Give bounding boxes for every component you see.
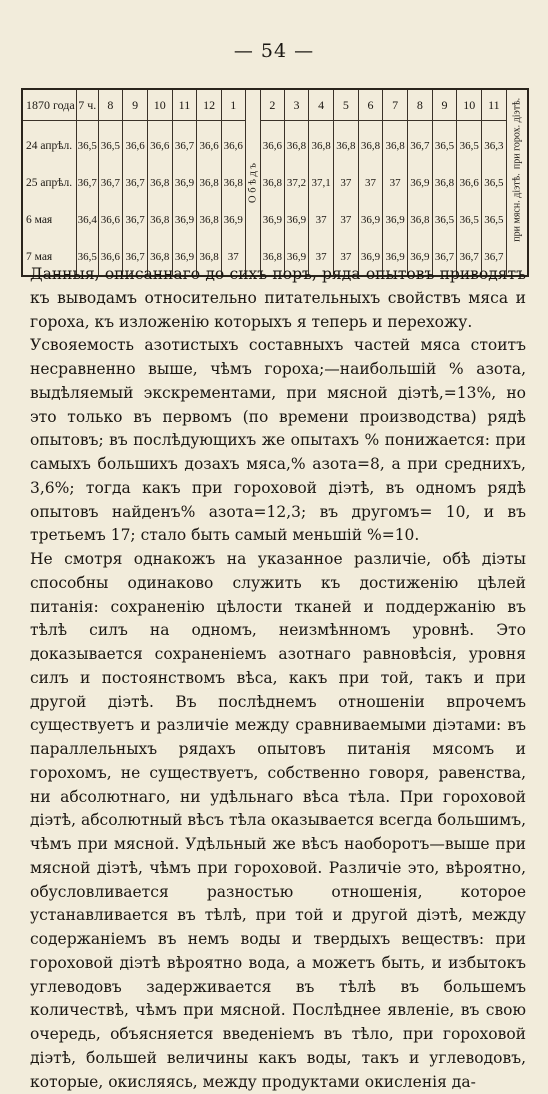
temperature-cell: 36,8 xyxy=(432,164,457,201)
temperature-cell: 36,7 xyxy=(123,238,148,276)
temperature-cell: 36,8 xyxy=(147,238,172,276)
temperature-cell: 36,9 xyxy=(172,164,197,201)
hour-cell: 8 xyxy=(408,89,433,121)
temperature-cell: 36,9 xyxy=(172,201,197,238)
meat-diet-label: при мясн. діэтѣ. xyxy=(511,173,523,242)
temperature-cell: 36,9 xyxy=(358,238,383,276)
temperature-cell: 36,7 xyxy=(98,164,123,201)
temperature-cell: 36,6 xyxy=(197,121,222,165)
row-date-label: 6 мая xyxy=(22,201,77,238)
paragraph: Не смотря однакожъ на указанное различіе, обѣ діэты способны одинаково служить къ достиженію цѣлей питанія: сохраненію цѣлости тканей и поддержанію въ тѣлѣ силъ на одномъ, неизмѣнномъ уровнѣ. Это доказывается сохраненіемъ азотнаго равновѣсія, уровня силъ и постоянствомъ вѣса, какъ при той, такъ и при другой діэтѣ. Въ послѣднемъ отношеніи впрочемъ существуетъ и различіе между сравниваемыми діэтами: въ параллельныхъ рядахъ опытовъ питанія мясомъ и горохомъ, не существуетъ, собственно говоря, равенства, ни абсолютнаго, ни удѣльнаго вѣса тѣла. При гороховой діэтѣ, абсолютный вѣсъ тѣла оказывается всегда большимъ, чѣмъ при мясной. Удѣльный же вѣсъ наоборотъ—выше при мясной діэтѣ, чѣмъ при гороховой. Различіе это, вѣроятно, обусловливается разностью отношенія, которое устанавливается въ тѣлѣ, при той и другой діэтѣ, между содержаніемъ въ немъ воды и твердыхъ веществъ: при гороховой діэтѣ вѣроятно вода, а можетъ быть, и избытокъ углеводовъ задерживается въ тѣлѣ въ большемъ количествѣ, чѣмъ при мясной. Послѣднее явленіе, въ свою очередь, объясняется введеніемъ въ тѣло, при гороховой діэтѣ, большей величины какъ воды, такъ и углеводовъ, которые, окисляясь, между продуктами окисленія да- xyxy=(30,550,526,1091)
hour-cell: 3 xyxy=(284,89,309,121)
temperature-cell: 36,5 xyxy=(432,201,457,238)
table-header-row xyxy=(22,89,528,121)
temperature-cell: 37,2 xyxy=(284,164,309,201)
temperature-cell: 36,8 xyxy=(197,201,222,238)
temperature-cell: 36,6 xyxy=(98,201,123,238)
temperature-cell: 36,7 xyxy=(408,121,433,165)
temperature-cell: 36,6 xyxy=(457,164,482,201)
hour-cell: 7 xyxy=(383,89,408,121)
temperature-cell: 36,8 xyxy=(261,164,285,201)
temperature-cell: 36,6 xyxy=(261,121,285,165)
temperature-cell: 36,5 xyxy=(482,164,507,201)
temperature-cell: 36,9 xyxy=(408,164,433,201)
temperature-cell: 36,8 xyxy=(261,238,285,276)
temperature-cell: 36,8 xyxy=(147,201,172,238)
temperature-cell: 36,6 xyxy=(98,238,123,276)
table-row xyxy=(22,164,528,201)
temperature-cell: 36,9 xyxy=(172,238,197,276)
temperature-cell: 36,9 xyxy=(358,201,383,238)
hour-cell: 2 xyxy=(261,89,285,121)
hour-cell: 10 xyxy=(457,89,482,121)
temperature-cell: 37 xyxy=(358,164,383,201)
temperature-cell: 37,1 xyxy=(309,164,334,201)
meal-label: О б ѣ д ъ xyxy=(247,162,259,203)
temperature-cell: 37 xyxy=(221,238,245,276)
pea-diet-label: при горох. діэтѣ. xyxy=(511,97,523,170)
temperature-cell: 36,7 xyxy=(123,201,148,238)
temperature-cell: 37 xyxy=(383,164,408,201)
temperature-cell: 36,4 xyxy=(77,201,99,238)
temperature-cell: 36,8 xyxy=(408,201,433,238)
temperature-cell: 36,9 xyxy=(383,238,408,276)
temperature-cell: 37 xyxy=(309,238,334,276)
temperature-cell: 36,6 xyxy=(123,121,148,165)
temperature-cell: 36,8 xyxy=(383,121,408,165)
row-date-label: 24 апрѣл. xyxy=(22,121,77,165)
temperature-cell: 37 xyxy=(309,201,334,238)
hour-cell: 1 xyxy=(221,89,245,121)
temperature-cell: 36,8 xyxy=(147,164,172,201)
hour-cell: 11 xyxy=(482,89,507,121)
paragraph: Усвояемость азотистыхъ составныхъ частей мяса стоитъ несравненно выше, чѣмъ гороха;—наибольшій % азота, выдѣляемый экскрементами, при мясной діэтѣ,=13%, но это только въ первомъ (по времени производства) рядѣ опытовъ; въ послѣдующихъ же опытахъ % понижается: при самыхъ большихъ дозахъ мяса,% азота=8, а при среднихъ, 3,6%; тогда какъ при гороховой діэтѣ, въ одномъ рядѣ опытовъ найденъ% азота=12,3; въ другомъ= 10, и въ третьемъ 17; стало быть самый меньшій %=10. xyxy=(30,336,526,545)
temperature-cell: 37 xyxy=(334,164,359,201)
temperature-cell: 36,6 xyxy=(221,121,245,165)
diet-side-column xyxy=(506,89,528,276)
temperature-cell: 36,7 xyxy=(482,238,507,276)
hour-header: 7 ч. xyxy=(77,89,99,121)
hour-cell: 4 xyxy=(309,89,334,121)
temperature-cell: 36,3 xyxy=(482,121,507,165)
temperature-cell: 36,8 xyxy=(334,121,359,165)
temperature-cell: 36,8 xyxy=(358,121,383,165)
table-row xyxy=(22,201,528,238)
temperature-cell: 36,9 xyxy=(408,238,433,276)
temperature-cell: 37 xyxy=(334,201,359,238)
temperature-cell: 36,7 xyxy=(432,238,457,276)
temperature-cell: 36,8 xyxy=(221,164,245,201)
hour-cell: 12 xyxy=(197,89,222,121)
temperature-cell: 36,9 xyxy=(284,238,309,276)
year-header: 1870 года xyxy=(22,89,77,121)
temperature-cell: 36,5 xyxy=(77,121,99,165)
row-date-label: 7 мая xyxy=(22,238,77,276)
temperature-cell: 36,7 xyxy=(77,164,99,201)
table-row xyxy=(22,121,528,165)
temperature-cell: 36,5 xyxy=(457,121,482,165)
temperature-cell: 36,5 xyxy=(482,201,507,238)
page-number: — 54 — xyxy=(233,40,315,62)
temperature-cell: 36,9 xyxy=(284,201,309,238)
temperature-cell: 36,5 xyxy=(98,121,123,165)
hour-cell: 10 xyxy=(147,89,172,121)
row-date-label: 25 апрѣл. xyxy=(22,164,77,201)
hour-cell: 9 xyxy=(123,89,148,121)
temperature-cell: 36,8 xyxy=(309,121,334,165)
temperature-cell: 36,5 xyxy=(457,201,482,238)
temperature-cell: 36,6 xyxy=(147,121,172,165)
temperature-cell: 36,8 xyxy=(197,164,222,201)
temperature-cell: 36,9 xyxy=(221,201,245,238)
meal-column xyxy=(245,89,260,276)
hour-cell: 9 xyxy=(432,89,457,121)
hour-cell: 11 xyxy=(172,89,197,121)
temperature-cell: 36,7 xyxy=(172,121,197,165)
hour-cell: 8 xyxy=(98,89,123,121)
paragraph: Данныя, описаннаго до сихъ поръ, ряда опытовъ приводятъ къ выводамъ относительно питательныхъ свойствъ мяса и гороха, къ изложенію которыхъ я теперь и перехожу. xyxy=(30,265,526,331)
temperature-cell: 36,8 xyxy=(197,238,222,276)
temperature-cell: 36,7 xyxy=(457,238,482,276)
temperature-cell: 36,5 xyxy=(432,121,457,165)
hour-cell: 6 xyxy=(358,89,383,121)
temperature-cell: 36,9 xyxy=(383,201,408,238)
hour-cell: 5 xyxy=(334,89,359,121)
temperature-table xyxy=(21,88,529,277)
temperature-cell: 36,9 xyxy=(261,201,285,238)
body-text xyxy=(30,263,526,1094)
temperature-cell: 36,5 xyxy=(77,238,99,276)
temperature-cell: 37 xyxy=(334,238,359,276)
temperature-cell: 36,7 xyxy=(123,164,148,201)
temperature-cell: 36,8 xyxy=(284,121,309,165)
